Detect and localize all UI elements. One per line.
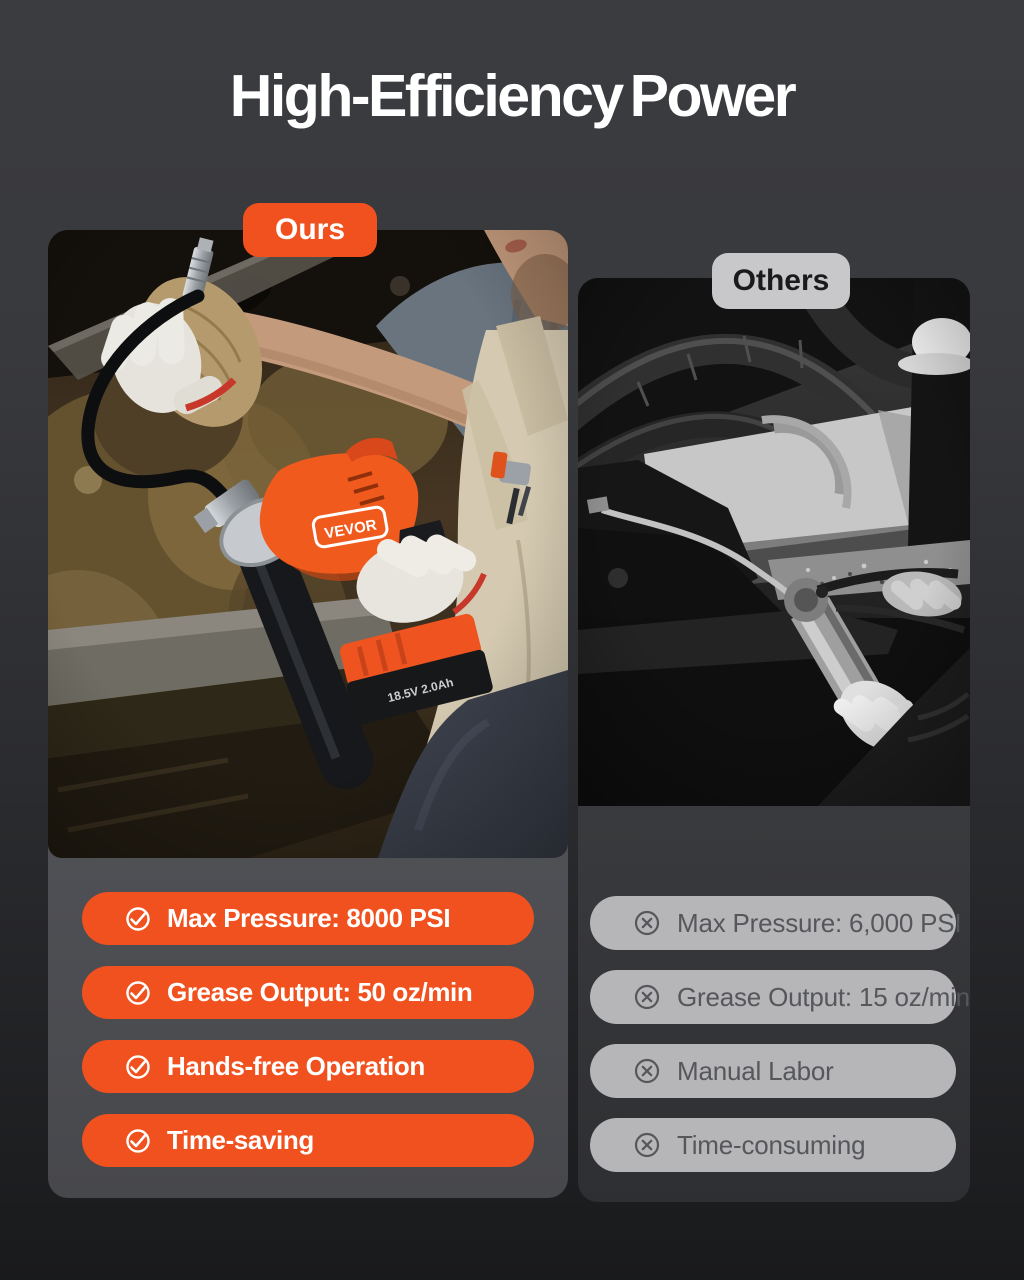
ours-card	[48, 230, 568, 1198]
others-badge: Others	[712, 253, 850, 309]
feature-label: Hands-free Operation	[167, 1051, 425, 1081]
feature-label: Max Pressure: 6,000 PSI	[677, 907, 962, 938]
feature-label: Time-saving	[167, 1125, 314, 1155]
x-circle-icon	[632, 1130, 662, 1160]
feature-label: Time-consuming	[677, 1129, 866, 1160]
ours-photo	[48, 230, 568, 858]
feature-label: Max Pressure: 8000 PSI	[167, 903, 451, 933]
others-feature-pill	[590, 896, 962, 950]
check-circle-icon	[124, 979, 152, 1007]
ours-feature-list	[82, 892, 534, 1188]
x-circle-icon	[632, 908, 662, 938]
check-circle-icon	[124, 905, 152, 933]
others-feature-pill	[590, 970, 970, 1024]
ours-feature-pill	[82, 1114, 534, 1167]
feature-label: Grease Output: 50 oz/min	[167, 977, 473, 1007]
x-circle-icon	[632, 982, 662, 1012]
ours-feature-pill	[82, 892, 534, 945]
others-card	[578, 278, 970, 1202]
others-feature-pill	[590, 1044, 956, 1098]
check-circle-icon	[124, 1127, 152, 1155]
others-feature-pill	[590, 1118, 956, 1172]
ours-badge: Ours	[243, 203, 377, 257]
ours-feature-pill	[82, 966, 534, 1019]
others-feature-list	[590, 896, 970, 1192]
check-circle-icon	[124, 1053, 152, 1081]
feature-label: Grease Output: 15 oz/min	[677, 981, 970, 1012]
page-title: High-Efficiency Power	[229, 63, 795, 129]
ours-feature-pill	[82, 1040, 534, 1093]
others-photo	[578, 278, 970, 806]
x-circle-icon	[632, 1056, 662, 1086]
feature-label: Manual Labor	[677, 1055, 834, 1086]
